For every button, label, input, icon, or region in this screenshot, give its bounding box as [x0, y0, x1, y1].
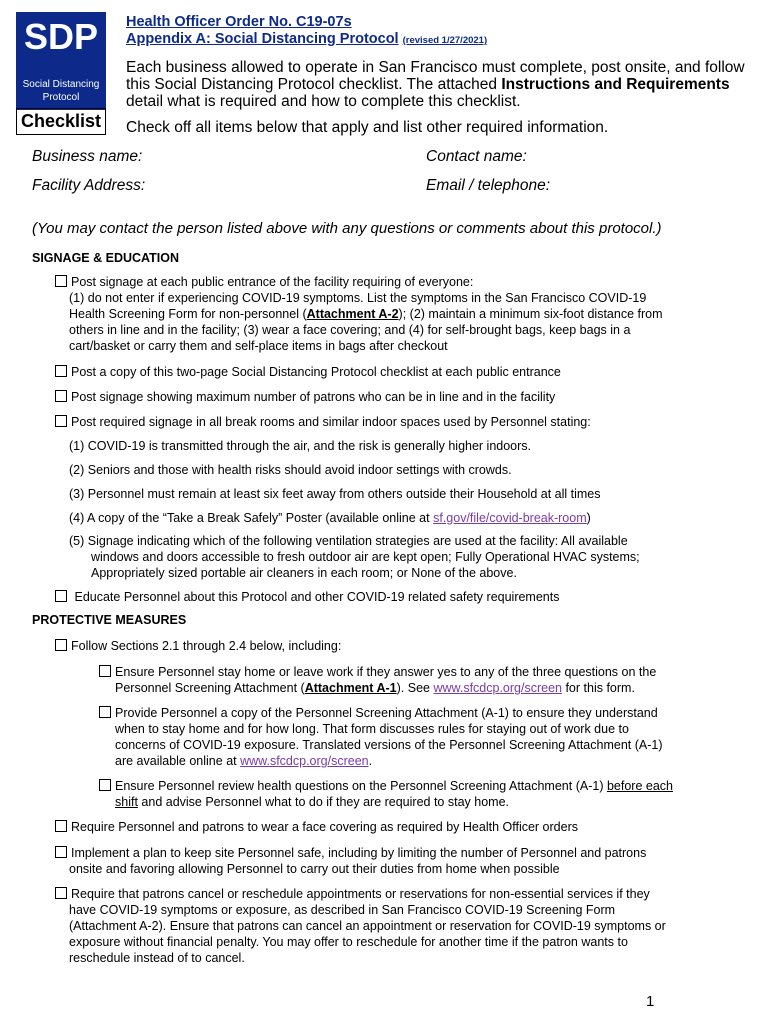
item-text-underlined: shift: [115, 795, 138, 809]
screen-link[interactable]: www.sfcdcp.org/screen: [240, 754, 369, 768]
item-text: Ensure Personnel stay home or leave work if they answer yes to any of the three questions on the: [115, 665, 657, 679]
item-text: Require Personnel and patrons to wear a face covering as required by Health Officer orders: [71, 820, 578, 834]
screen-link[interactable]: www.sfcdcp.org/screen: [433, 681, 562, 695]
page-number: 1: [646, 993, 655, 1010]
item-text: ): [586, 511, 591, 525]
logo-subtitle: [16, 78, 106, 104]
signage-item-2: [55, 364, 561, 380]
checkbox[interactable]: [99, 779, 111, 791]
signage-sub-4: [69, 510, 591, 526]
item-text: Implement a plan to keep site Personnel safe, including by limiting the number of Personnel and patrons: [71, 846, 647, 860]
contact-name-label: Contact name:: [426, 148, 527, 165]
item-text: Health Screening Form for non-personnel (: [69, 307, 307, 321]
facility-address-label: Facility Address:: [32, 177, 146, 194]
signage-item-5: [55, 589, 559, 605]
order-title: Health Officer Order No. C19-07s: [126, 14, 352, 30]
revised-date: (revised 1/27/2021): [402, 35, 488, 46]
checkbox[interactable]: [55, 275, 67, 287]
sdp-logo: [16, 12, 106, 110]
checkbox[interactable]: [55, 390, 67, 402]
checkbox[interactable]: [55, 590, 67, 602]
item-text: .: [368, 754, 373, 768]
protective-item-4-line2: have COVID-19 symptoms or exposure, as described in San Francisco COVID-19 Screening Form: [69, 903, 616, 917]
item-text: Post signage showing maximum number of patrons who can be in line and in the facility: [71, 390, 556, 404]
signage-sub-5-line3: Appropriately sized portable air cleaners in each room; or None of the above.: [91, 566, 517, 580]
item-text: Provide Personnel a copy of the Personnel Screening Attachment (A-1) to ensure they understand: [115, 706, 658, 720]
checkbox[interactable]: [99, 665, 111, 677]
checkbox[interactable]: [55, 887, 67, 899]
item-text: Personnel Screening Attachment (: [115, 681, 305, 695]
checklist-badge: Checklist: [16, 108, 106, 135]
protective-sub-3-line2: [115, 794, 509, 810]
signage-sub-1: (1) COVID-19 is transmitted through the air, and the risk is generally higher indoors.: [69, 439, 532, 453]
protective-item-1: [55, 638, 341, 654]
protective-item-4-line4: exposure without financial penalty. You may offer to reschedule for another time if the patron wants to: [69, 935, 628, 949]
protective-item-4-line5: reschedule instead of to cancel.: [69, 951, 245, 965]
protective-sub-2-line3: concerns of COVID-19 exposure. Translated versions of the Personnel Screening Attachment (A-1): [115, 738, 663, 752]
attachment-a1-ref: Attachment A-1: [304, 681, 397, 695]
signage-item-1-line5: cart/basket or carry them and self-place items in bags after checkout: [69, 339, 448, 353]
signage-sub-3: (3) Personnel must remain at least six feet away from others outside their Household at all times: [69, 487, 601, 501]
signage-sub-2: (2) Seniors and those with health risks should avoid indoor settings with crowds.: [69, 463, 512, 477]
item-text: (4) A copy of the “Take a Break Safely” Poster (available online at: [69, 511, 434, 525]
item-text: Require that patrons cancel or reschedule appointments or reservations for non-essential services if they: [71, 887, 650, 901]
contact-note: (You may contact the person listed above with any questions or comments about this protocol.): [32, 220, 662, 237]
business-name-label: Business name:: [32, 148, 143, 165]
item-text: ); (2) maintain a minimum six-foot distance from: [398, 307, 663, 321]
protective-item-3-line2: onsite and favoring allowing Personnel to carry out their duties from home when possible: [69, 862, 560, 876]
item-text: ). See: [396, 681, 434, 695]
signage-item-1-line2: (1) do not enter if experiencing COVID-19 symptoms. List the symptoms in the San Francisco COVID-19: [69, 291, 647, 305]
signage-item-1-line4: others in line and in the facility; (3) wear a face covering; and (4) for self-brought bags, keep bags in a: [69, 323, 631, 337]
checkbox[interactable]: [55, 820, 67, 832]
item-text: Follow Sections 2.1 through 2.4 below, including:: [71, 639, 342, 653]
checkbox[interactable]: [55, 639, 67, 651]
item-text: are available online at: [115, 754, 241, 768]
attachment-a2-ref: Attachment A-2: [306, 307, 399, 321]
intro-text-2: detail what is required and how to complete this checklist.: [126, 93, 521, 110]
item-text: Post a copy of this two-page Social Distancing Protocol checklist at each public entrance: [71, 365, 561, 379]
item-text: Post signage at each public entrance of the facility requiring of everyone:: [71, 275, 474, 289]
item-text: Ensure Personnel review health questions on the Personnel Screening Attachment (A-1): [115, 779, 607, 793]
checkbox[interactable]: [55, 365, 67, 377]
protective-sub-1-line2: [115, 680, 635, 696]
signage-item-1: [55, 274, 473, 290]
item-text: Post required signage in all break rooms and similar indoor spaces used by Personnel stating:: [71, 415, 591, 429]
logo-subtitle-line2: Protocol: [42, 92, 80, 103]
protective-sub-3: [99, 778, 673, 794]
signage-sub-5-line1: (5) Signage indicating which of the following ventilation strategies are used at the facility: All available: [69, 534, 628, 548]
intro-paragraph: [126, 59, 746, 110]
signage-heading: SIGNAGE & EDUCATION: [32, 251, 179, 265]
protective-item-3: [55, 845, 646, 861]
signage-item-4: [55, 414, 591, 430]
item-text: and advise Personnel what to do if they are required to stay home.: [137, 795, 509, 809]
protective-sub-1: [99, 664, 656, 680]
protective-item-4: [55, 886, 650, 902]
checkbox[interactable]: [55, 415, 67, 427]
protective-item-2: [55, 819, 578, 835]
item-text: for this form.: [561, 681, 635, 695]
intro-bold: Instructions and Requirements: [501, 76, 730, 93]
protective-sub-2: [99, 705, 658, 721]
protective-sub-2-line2: when to stay home and for how long. That form discusses rules for staying out of work due to: [115, 722, 629, 736]
logo-subtitle-line1: Social Distancing: [22, 79, 100, 90]
checkbox[interactable]: [55, 846, 67, 858]
protective-item-4-line3: (Attachment A-2). Ensure that patrons can cancel an appointment or reservation for COVID-19 symptoms or: [69, 919, 666, 933]
item-text: Educate Personnel about this Protocol and other COVID-19 related safety requirements: [74, 590, 560, 604]
protective-sub-2-line4: [115, 753, 372, 769]
signage-item-1-line3: [69, 306, 663, 322]
intro-text-1: Each business allowed to operate in San Francisco must complete, post onsite, and follow this Social Distancing Protocol checklist. The attached: [126, 59, 745, 93]
logo-acronym: SDP: [23, 16, 99, 57]
protective-heading: PROTECTIVE MEASURES: [32, 613, 187, 627]
appendix-subtitle: Appendix A: Social Distancing Protocol: [126, 31, 399, 47]
email-telephone-label: Email / telephone:: [426, 177, 551, 194]
checkbox[interactable]: [99, 706, 111, 718]
item-text-underlined: before each: [606, 779, 673, 793]
signage-item-3: [55, 389, 555, 405]
break-room-link[interactable]: sf.gov/file/covid-break-room: [433, 511, 587, 525]
instruction-text: Check off all items below that apply and list other required information.: [126, 119, 609, 136]
appendix-title: [126, 31, 487, 49]
signage-sub-5-line2: windows and doors accessible to fresh outdoor air are kept open; Fully Operational HVAC systems;: [91, 550, 640, 564]
